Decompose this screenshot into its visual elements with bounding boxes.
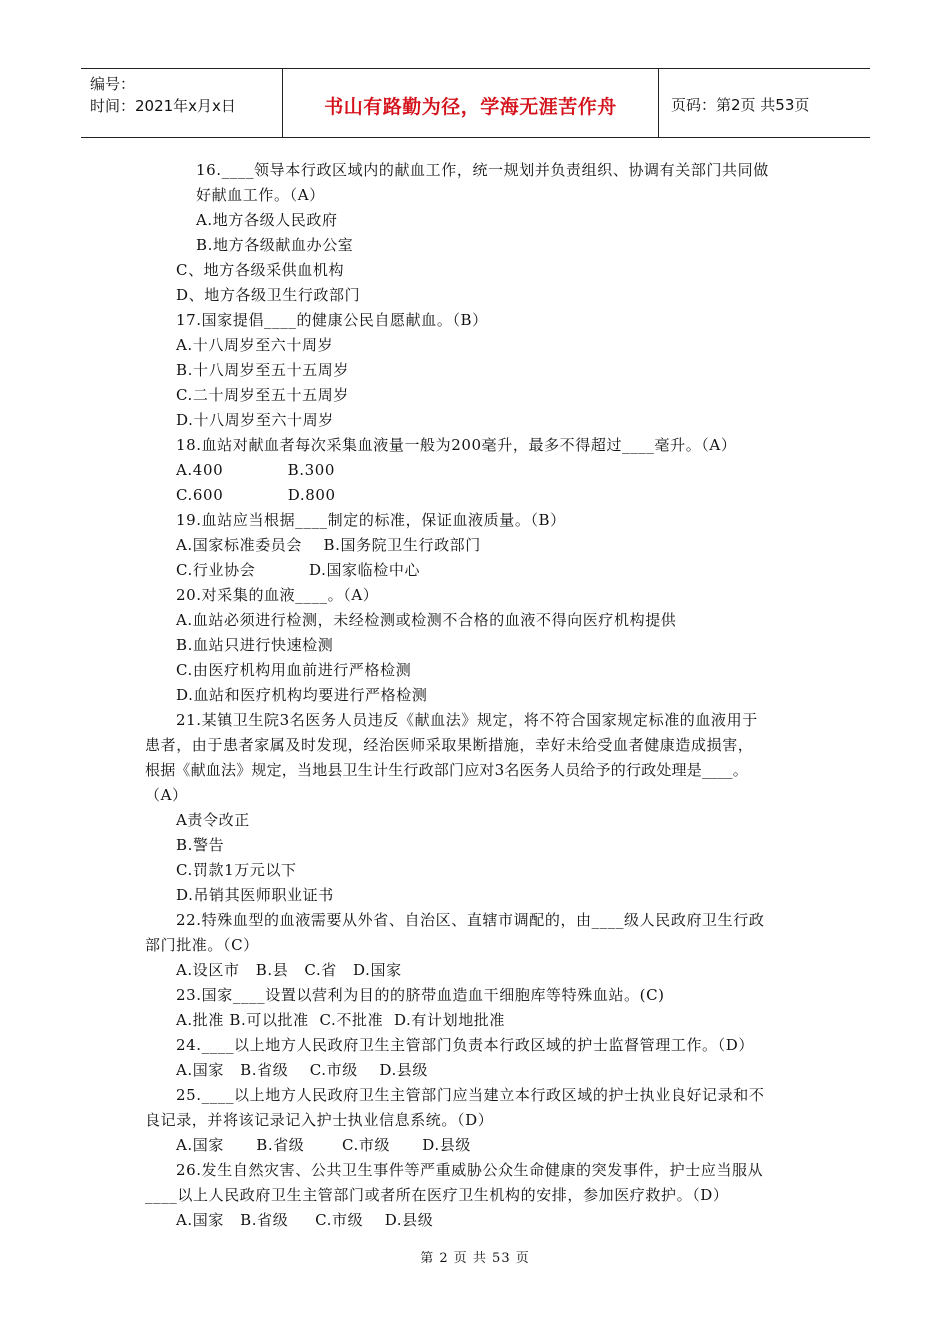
text-line: 21.某镇卫生院3名医务人员违反《献血法》规定，将不符合国家规定标准的血液用于 — [176, 711, 758, 729]
text-line: 25.____以上地方人民政府卫生主管部门应当建立本行政区域的护士执业良好记录和不 — [176, 1086, 765, 1104]
text-line: （A） — [145, 786, 188, 804]
text-line: A责令改正 — [176, 811, 250, 829]
text-line: 19.血站应当根据____制定的标准，保证血液质量。（B） — [176, 511, 566, 529]
text-line: A.国家 B.省级 C.市级 D.县级 — [176, 1061, 429, 1079]
text-line: 好献血工作。（A） — [196, 186, 325, 204]
header-motto-cell — [283, 69, 659, 137]
document-date-label: 时间：2021年x月x日 — [90, 97, 236, 115]
document-code-label: 编号： — [90, 75, 136, 93]
text-line: A.地方各级人民政府 — [196, 211, 338, 229]
text-line: C.由医疗机构用血前进行严格检测 — [176, 661, 412, 679]
text-line: B.十八周岁至五十五周岁 — [176, 361, 349, 379]
text-line: A.国家 B.省级 C.市级 D.县级 — [176, 1136, 471, 1154]
text-line: 患者，由于患者家属及时发现，经治医师采取果断措施，幸好未给受血者健康造成损害， — [145, 736, 754, 754]
text-line: 18.血站对献血者每次采集血液量一般为200毫升，最多不得超过____毫升。（A） — [176, 436, 737, 454]
text-line: 22.特殊血型的血液需要从外省、自治区、直辖市调配的，由____级人民政府卫生行政 — [176, 911, 765, 929]
text-line: B.血站只进行快速检测 — [176, 636, 334, 654]
text-line: A.血站必须进行检测，未经检测或检测不合格的血液不得向医疗机构提供 — [176, 611, 677, 629]
header-page-number: 页码：第2页 共53页 — [671, 96, 810, 114]
header-page-cell — [659, 69, 870, 137]
text-line: 17.国家提倡____的健康公民自愿献血。（B） — [176, 311, 488, 329]
text-line: C.罚款1万元以下 — [176, 861, 297, 879]
text-line: 26.发生自然灾害、公共卫生事件等严重威胁公众生命健康的突发事件，护士应当服从 — [176, 1161, 764, 1179]
text-line: C.行业协会 D.国家临检中心 — [176, 561, 421, 579]
text-line: A.批准 B.可以批准 C.不批准 D.有计划地批准 — [176, 1011, 506, 1029]
text-line: 部门批准。（C） — [145, 936, 259, 954]
text-line: 20.对采集的血液____。（A） — [176, 586, 379, 604]
text-line: C.600 D.800 — [176, 486, 336, 504]
text-line: A.400 B.300 — [176, 461, 336, 479]
text-line: B.警告 — [176, 836, 225, 854]
header-meta-cell — [81, 69, 283, 137]
text-line: D.血站和医疗机构均要进行严格检测 — [176, 686, 428, 704]
text-line: A.设区市 B.县 C.省 D.国家 — [176, 961, 402, 979]
text-line: A.国家标准委员会 B.国务院卫生行政部门 — [176, 536, 481, 554]
text-line: D、地方各级卫生行政部门 — [176, 286, 361, 304]
text-line: 16.____领导本行政区域内的献血工作，统一规划并负责组织、协调有关部门共同做 — [196, 161, 769, 179]
header-motto: 书山有路勤为径，学海无涯苦作舟 — [324, 96, 617, 118]
text-line: ____以上人民政府卫生主管部门或者所在医疗卫生机构的安排，参加医疗救护。（D） — [145, 1186, 729, 1204]
text-line: B.地方各级献血办公室 — [196, 236, 354, 254]
text-line: C.二十周岁至五十五周岁 — [176, 386, 349, 404]
text-line: D.吊销其医师职业证书 — [176, 886, 334, 904]
text-line: D.十八周岁至六十周岁 — [176, 411, 334, 429]
text-line: C、地方各级采供血机构 — [176, 261, 345, 279]
text-line: 24.____以上地方人民政府卫生主管部门负责本行政区域的护士监督管理工作。（D） — [176, 1036, 754, 1054]
page-header — [81, 68, 870, 138]
text-line: A.十八周岁至六十周岁 — [176, 336, 334, 354]
text-line: 根据《献血法》规定，当地县卫生计生行政部门应对3名医务人员给予的行政处理是____。 — [145, 761, 748, 779]
text-line: 良记录，并将该记录记入护士执业信息系统。（D） — [145, 1111, 494, 1129]
text-line: 23.国家____设置以营利为目的的脐带血造血干细胞库等特殊血站。(C) — [176, 986, 665, 1004]
page-footer: 第 2 页 共 53 页 — [420, 1251, 530, 1266]
text-line: A.国家 B.省级 C.市级 D.县级 — [176, 1211, 434, 1229]
